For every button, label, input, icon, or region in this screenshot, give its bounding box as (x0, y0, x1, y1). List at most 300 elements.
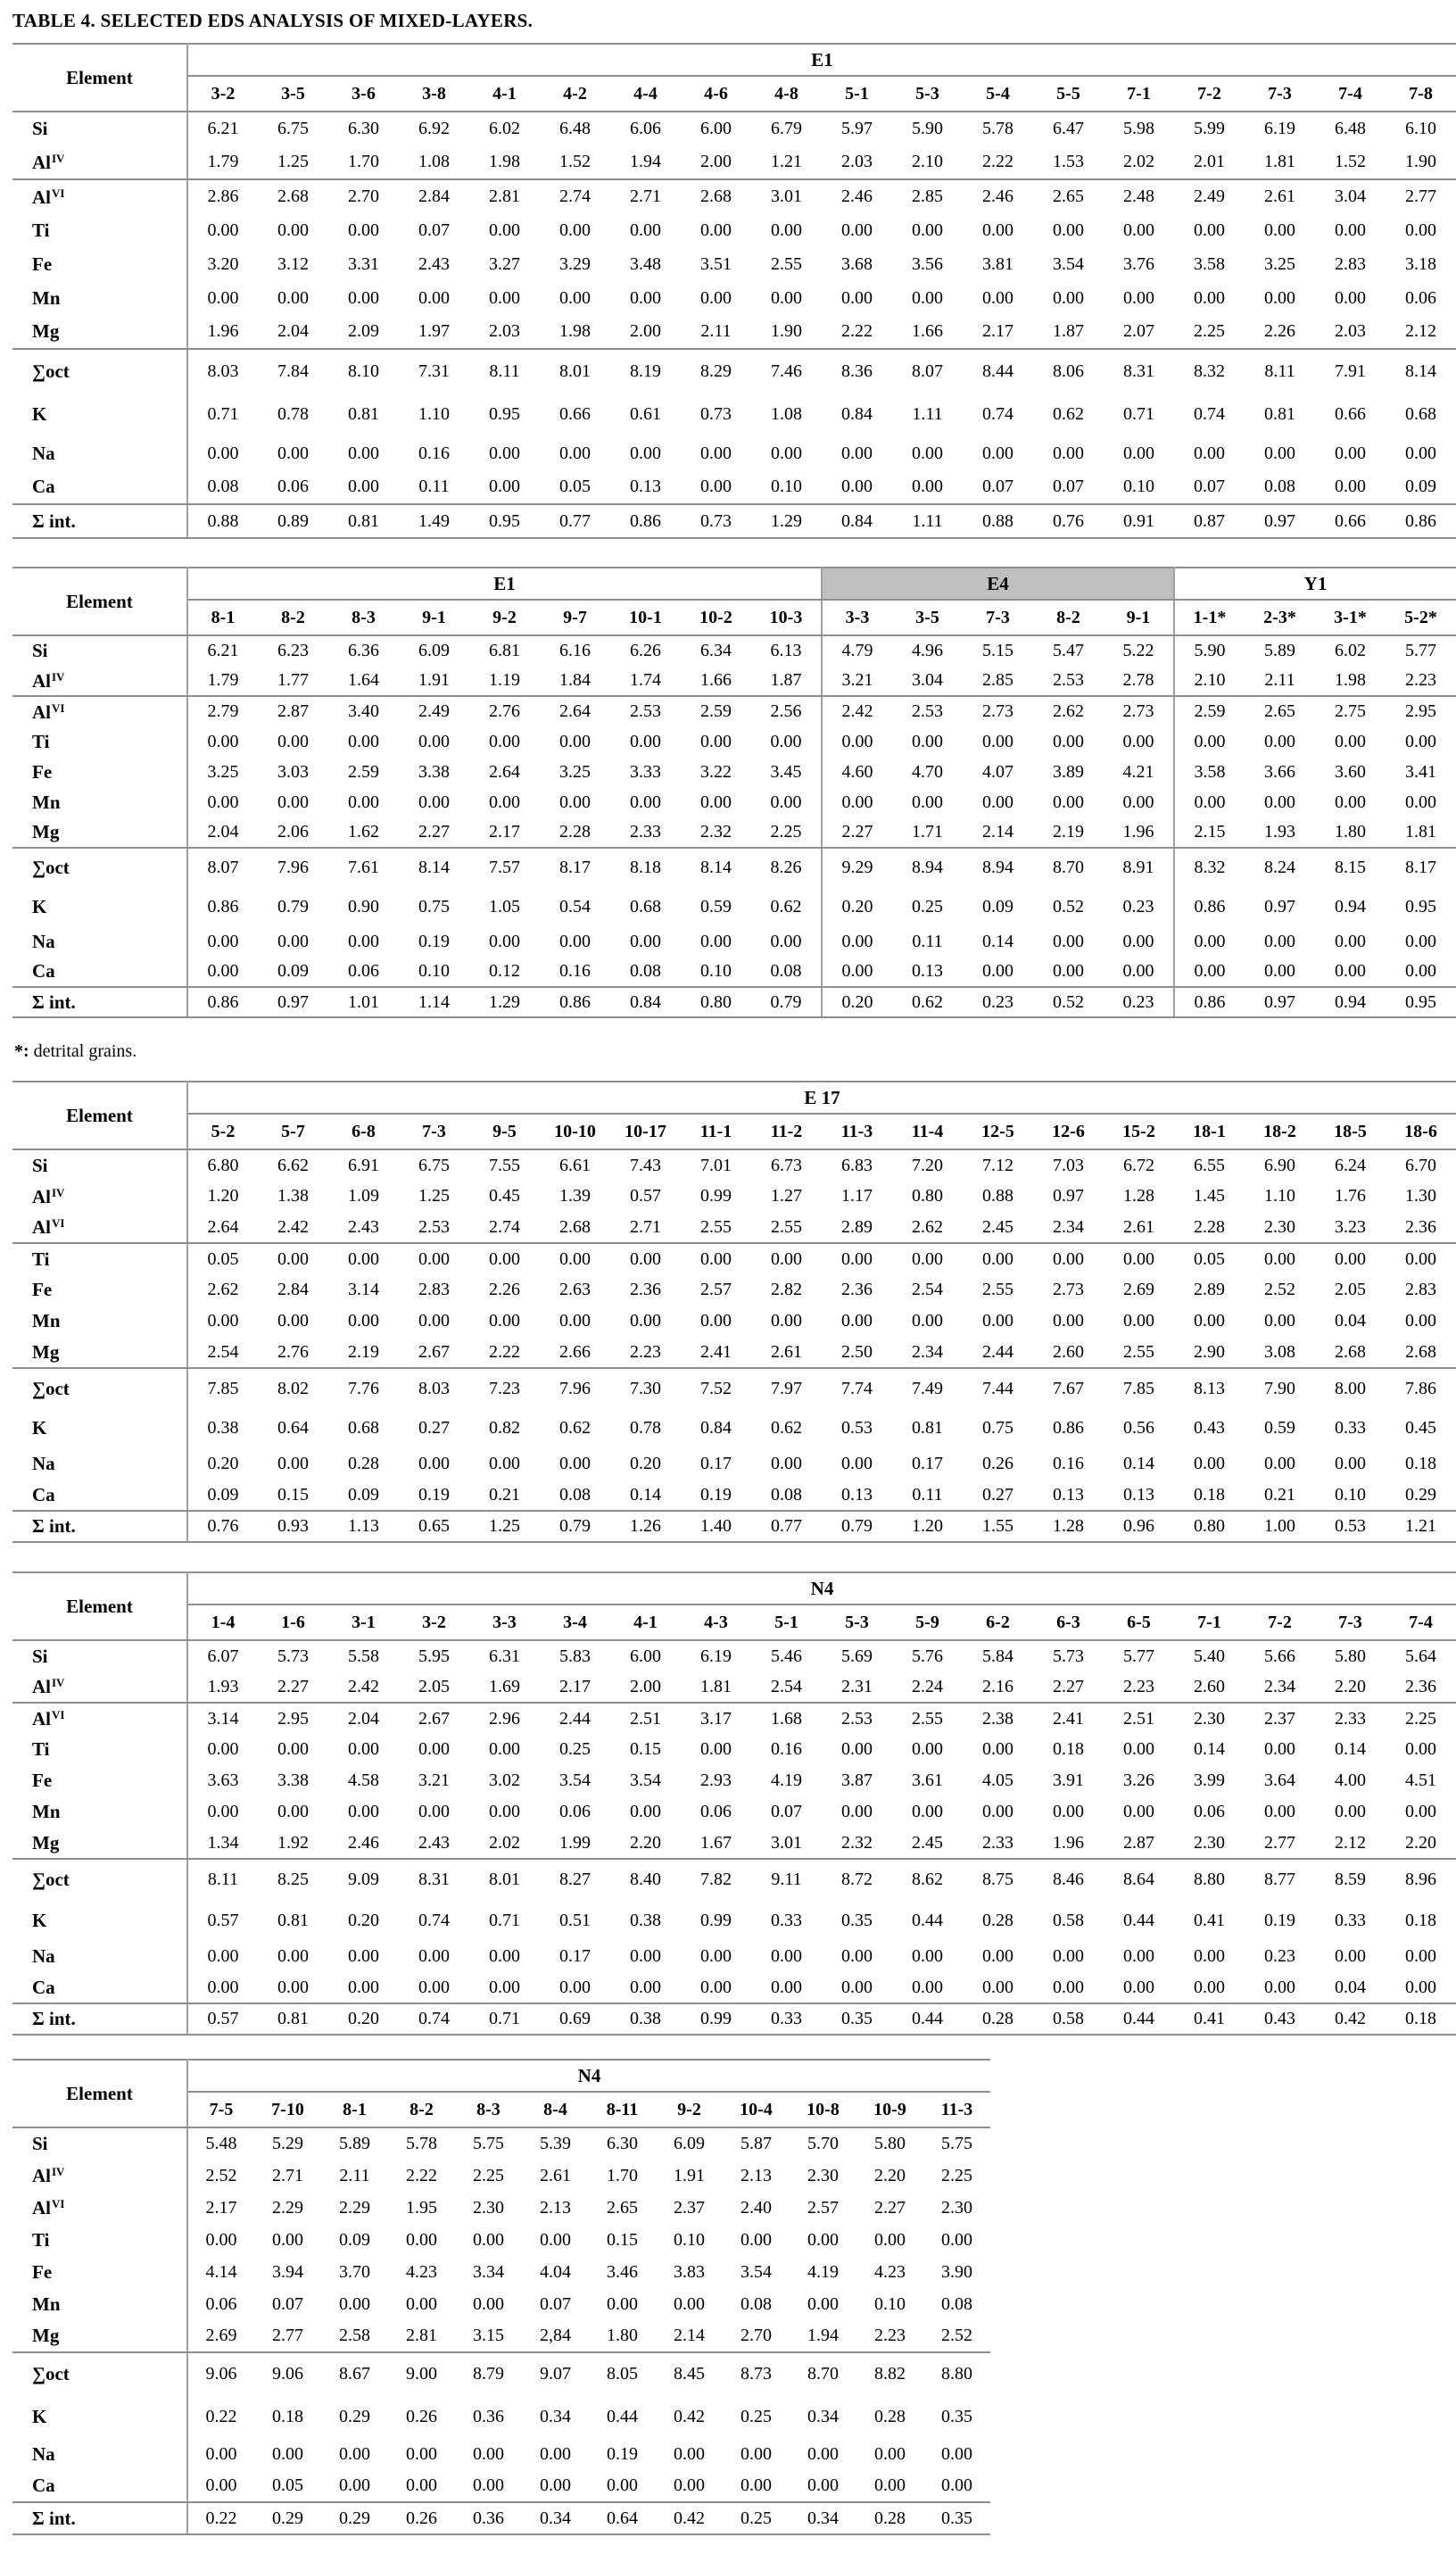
group-header-y1: Y1 (1174, 568, 1456, 600)
value-cell: 2.33 (963, 1828, 1033, 1859)
value-cell: 0.94 (1335, 896, 1366, 916)
value-cell: 1.52 (540, 145, 610, 179)
row-label: Fe (12, 247, 187, 281)
value-cell: 0.99 (681, 2003, 751, 2035)
value-cell: 0.00 (841, 1248, 873, 1269)
value-cell: 8.77 (1264, 1870, 1295, 1889)
value-cell: 2.14 (963, 817, 1033, 848)
value-cell: 0.00 (187, 1972, 258, 2003)
value-cell: 0.99 (700, 1186, 732, 1206)
value-cell: 5.73 (277, 1646, 309, 1666)
value-cell: 0.00 (1123, 1802, 1154, 1821)
value-cell: 2.04 (258, 315, 328, 349)
value-cell: 0.07 (1033, 470, 1104, 504)
value-cell: 5.75 (941, 2134, 972, 2153)
element-column-header: Element (12, 44, 187, 112)
value-cell: 7.84 (277, 361, 309, 381)
value-cell: 1.20 (207, 1186, 239, 1206)
value-cell: 0.52 (1053, 896, 1084, 916)
row-label: Mg (12, 1337, 187, 1368)
value-cell: 0.00 (1335, 1248, 1366, 1269)
value-cell: 2.06 (258, 817, 328, 848)
value-cell: 0.00 (841, 443, 873, 463)
value-cell: 0.10 (674, 2229, 705, 2250)
value-cell: 0.00 (418, 1454, 450, 1473)
value-cell: 0.00 (1335, 220, 1366, 240)
value-cell: 2.46 (841, 187, 873, 206)
value-cell: 2.17 (205, 2197, 237, 2218)
value-cell: 6.19 (700, 1646, 732, 1666)
value-cell: 0.25 (740, 2406, 772, 2426)
value-cell: 0.00 (740, 2443, 772, 2464)
value-cell: 2.56 (770, 701, 802, 721)
value-cell: 0.71 (469, 2003, 540, 2035)
value-cell: 2.22 (963, 145, 1033, 179)
value-cell: 0.07 (540, 2293, 571, 2314)
sample-column-header: 4-4 (610, 76, 681, 112)
sample-column-header: 9-2 (656, 2092, 723, 2127)
value-cell: 0.00 (258, 1972, 328, 2003)
row-label: $Al^{VI}$ (12, 179, 187, 213)
value-cell: 0.00 (1264, 931, 1295, 951)
row-label: ∑oct (12, 1859, 187, 1900)
value-cell: 0.52 (1033, 987, 1104, 1017)
value-cell: 0.13 (822, 1480, 892, 1511)
value-cell: 0.66 (1315, 504, 1386, 538)
value-cell: 2.86 (207, 187, 239, 206)
sample-column-header: 8-2 (1033, 600, 1104, 635)
value-cell: 0.00 (807, 2443, 839, 2464)
value-cell: 0.00 (207, 931, 239, 951)
value-cell: 3.94 (272, 2261, 303, 2282)
value-cell: 0.88 (982, 1186, 1013, 1206)
value-cell: 0.26 (406, 2406, 437, 2426)
value-cell: 1.93 (1245, 817, 1315, 848)
value-cell: 0.00 (1033, 957, 1104, 987)
value-cell: 0.95 (489, 404, 520, 424)
value-cell: 1.81 (1245, 145, 1315, 179)
value-cell: 0.93 (258, 1511, 328, 1542)
value-cell: 2.02 (1104, 145, 1174, 179)
value-cell: 0.00 (589, 2470, 656, 2502)
value-cell: 0.07 (418, 220, 450, 240)
value-cell: 6.34 (700, 641, 732, 660)
value-cell: 0.18 (1174, 1480, 1245, 1511)
table-row (12, 1480, 1456, 1511)
value-cell: 0.86 (540, 987, 610, 1017)
value-cell: 2.42 (328, 1671, 399, 1703)
value-cell: 1.79 (187, 145, 258, 179)
value-cell: 0.00 (770, 792, 802, 812)
value-cell: 0.00 (700, 443, 732, 463)
value-cell: 0.00 (1122, 731, 1154, 751)
value-cell: 0.00 (982, 731, 1013, 751)
value-cell: 8.13 (1194, 1378, 1225, 1398)
value-cell: 0.00 (1053, 287, 1084, 308)
value-cell: 8.14 (700, 858, 732, 877)
value-cell: 0.00 (418, 1802, 450, 1821)
value-cell: 8.00 (1335, 1378, 1366, 1398)
value-cell: 8.27 (559, 1870, 591, 1889)
value-cell: 0.00 (559, 1454, 591, 1473)
value-cell: 6.19 (1264, 119, 1295, 138)
value-cell: 0.00 (1264, 792, 1295, 812)
value-cell: 0.00 (489, 287, 520, 308)
value-cell: 0.00 (277, 220, 309, 240)
value-cell: 2.74 (559, 187, 591, 206)
value-cell: 0.97 (1053, 1186, 1084, 1206)
value-cell: 0.00 (473, 2293, 504, 2314)
value-cell: 3.23 (1315, 1212, 1386, 1243)
value-cell: 7.23 (489, 1378, 520, 1398)
sample-column-header: 3-5 (258, 76, 328, 112)
value-cell: 0.00 (700, 1739, 732, 1759)
value-cell: 0.00 (771, 1248, 802, 1269)
table-row (12, 1149, 1456, 1181)
value-cell: 0.00 (1405, 220, 1436, 240)
value-cell: 1.40 (681, 1511, 751, 1542)
value-cell: 2.00 (610, 1671, 681, 1703)
value-cell: 6.61 (559, 1155, 591, 1175)
value-cell: 1.96 (187, 315, 258, 349)
value-cell: 2.10 (892, 145, 963, 179)
value-cell: 0.00 (723, 2470, 790, 2502)
row-label: Ca (12, 1972, 187, 2003)
value-cell: 0.00 (892, 470, 963, 504)
value-cell: 0.13 (610, 470, 681, 504)
value-cell: 0.00 (1123, 1248, 1154, 1269)
value-cell: 0.00 (1104, 1972, 1174, 2003)
footnote (14, 1040, 1456, 1063)
value-cell: 1.87 (1033, 315, 1104, 349)
value-cell: 0.00 (1264, 1739, 1295, 1759)
value-cell: 6.91 (348, 1155, 379, 1175)
value-cell: 0.09 (258, 957, 328, 987)
value-cell: 4.14 (205, 2261, 237, 2282)
value-cell: 0.14 (1335, 1739, 1366, 1759)
value-cell: 0.00 (455, 2470, 522, 2502)
value-cell: 1.62 (328, 817, 399, 848)
value-cell: 0.00 (1122, 792, 1154, 812)
value-cell: 6.92 (418, 119, 450, 138)
value-cell: 9.06 (205, 2364, 237, 2384)
value-cell: 2.22 (822, 315, 892, 349)
value-cell: 5.70 (807, 2134, 839, 2153)
value-cell: 2.55 (751, 1212, 822, 1243)
value-cell: 2.26 (489, 1280, 520, 1299)
sample-column-header: 3-4 (540, 1605, 610, 1640)
value-cell: 0.57 (207, 1910, 239, 1930)
value-cell: 0.29 (321, 2502, 388, 2534)
value-cell: 0.05 (254, 2470, 321, 2502)
value-cell: 2.29 (339, 2197, 370, 2218)
value-cell: 0.54 (559, 896, 591, 916)
value-cell: 0.84 (822, 504, 892, 538)
value-cell: 0.00 (1315, 957, 1386, 987)
value-cell: 0.74 (1194, 404, 1225, 424)
value-cell: 8.18 (630, 858, 661, 877)
value-cell: 2.68 (277, 187, 309, 206)
value-cell: 8.79 (473, 2364, 504, 2384)
value-cell: 0.06 (559, 1802, 591, 1821)
value-cell: 0.13 (892, 957, 963, 987)
value-cell: 0.00 (892, 1972, 963, 2003)
value-cell: 2.71 (272, 2165, 303, 2185)
value-cell: 7.67 (1053, 1378, 1084, 1398)
value-cell: 2.66 (540, 1337, 610, 1368)
value-cell: 0.86 (1174, 887, 1245, 926)
value-cell: 0.00 (1053, 1946, 1084, 1966)
value-cell: 1.27 (771, 1186, 802, 1206)
value-cell: 8.14 (1405, 361, 1436, 381)
value-cell: 0.00 (1335, 931, 1366, 951)
value-cell: 4.07 (982, 761, 1013, 782)
row-label: Σ int. (12, 504, 187, 538)
value-cell: 0.00 (1123, 443, 1154, 463)
value-cell: 8.26 (770, 858, 802, 877)
value-cell: 0.86 (1174, 987, 1245, 1017)
value-cell: 0.00 (207, 792, 239, 812)
value-cell: 0.00 (489, 1454, 520, 1473)
value-cell: 0.14 (1123, 1454, 1154, 1473)
value-cell: 0.00 (348, 1248, 379, 1269)
value-cell: 2.20 (610, 1828, 681, 1859)
value-cell: 2.55 (771, 253, 802, 274)
value-cell: 0.78 (630, 1418, 661, 1438)
value-cell: 0.00 (912, 443, 943, 463)
value-cell: 0.20 (822, 987, 892, 1017)
value-cell: 0.91 (1104, 504, 1174, 538)
value-cell: 8.19 (630, 361, 661, 381)
element-column-header: Element (12, 1082, 187, 1149)
value-cell: 1.99 (540, 1828, 610, 1859)
value-cell: 0.00 (348, 931, 379, 951)
sample-column-header: 8-4 (522, 2092, 589, 2127)
value-cell: 2.20 (1315, 1671, 1386, 1703)
value-cell: 0.00 (489, 731, 520, 751)
value-cell: 2.25 (1174, 315, 1245, 349)
value-cell: 0.44 (607, 2406, 638, 2426)
sample-column-header: 18-5 (1315, 1114, 1386, 1149)
value-cell: 0.00 (207, 1946, 239, 1966)
row-label: Mn (12, 2288, 187, 2320)
value-cell: 0.00 (522, 2470, 589, 2502)
value-cell: 0.00 (700, 1311, 732, 1331)
value-cell: 0.19 (1264, 1910, 1295, 1930)
value-cell: 6.73 (771, 1155, 802, 1175)
value-cell: 1.49 (399, 504, 469, 538)
value-cell: 0.00 (489, 1311, 520, 1331)
value-cell: 4.60 (822, 757, 892, 787)
value-cell: 2.25 (941, 2165, 972, 2185)
value-cell: 3.04 (1335, 187, 1366, 206)
sample-column-header: 5-2 (187, 1114, 258, 1149)
value-cell: 2.61 (540, 2165, 571, 2185)
sample-column-header: 3-1 (328, 1605, 399, 1640)
value-cell: 0.00 (1174, 1972, 1245, 2003)
value-cell: 3.46 (607, 2261, 638, 2282)
value-cell: 1.39 (559, 1186, 591, 1206)
value-cell: 2.51 (1123, 1708, 1154, 1729)
table-row (12, 281, 1456, 315)
value-cell: 8.02 (277, 1378, 309, 1398)
value-cell: 0.28 (874, 2406, 906, 2426)
value-cell: 0.81 (348, 404, 379, 424)
value-cell: 0.00 (912, 1248, 943, 1269)
table-row (12, 179, 1456, 213)
value-cell: 0.09 (982, 896, 1013, 916)
value-cell: 3.03 (277, 761, 309, 782)
value-cell: 0.00 (272, 2229, 303, 2250)
row-label: Na (12, 926, 187, 957)
value-cell: 7.85 (1123, 1378, 1154, 1398)
value-cell: 0.00 (912, 731, 943, 751)
value-cell: 1.67 (681, 1828, 751, 1859)
value-cell: 2.17 (540, 1671, 610, 1703)
value-cell: 0.00 (630, 1946, 661, 1966)
table-row (12, 2502, 990, 2534)
value-cell: 7.97 (771, 1378, 802, 1398)
value-cell: 0.34 (807, 2406, 839, 2426)
value-cell: 0.00 (630, 1802, 661, 1821)
sample-column-header: 3-3 (822, 600, 892, 635)
row-label: Mg (12, 2320, 187, 2352)
value-cell: 2.30 (941, 2197, 972, 2218)
value-cell: 0.00 (771, 287, 802, 308)
value-cell: 0.82 (489, 1418, 520, 1438)
sample-column-header: 5-4 (963, 76, 1033, 112)
value-cell: 0.00 (1245, 957, 1315, 987)
value-cell: 0.00 (348, 1739, 379, 1759)
table-row (12, 145, 1456, 179)
value-cell: 0.00 (1405, 792, 1436, 812)
value-cell: 4.70 (912, 761, 943, 782)
row-label: Fe (12, 757, 187, 787)
value-cell: 1.30 (1405, 1186, 1436, 1206)
value-cell: 2.34 (892, 1337, 963, 1368)
value-cell: 1.94 (790, 2320, 856, 2352)
value-cell: 0.00 (277, 1739, 309, 1759)
sample-column-header: 5-3 (892, 76, 963, 112)
value-cell: 3.41 (1405, 761, 1436, 782)
value-cell: 2.14 (656, 2320, 723, 2352)
value-cell: 7.96 (559, 1378, 591, 1398)
eds-table-e17-container (0, 1081, 1456, 1543)
row-label: $Al^{IV}$ (12, 666, 187, 696)
value-cell: 0.78 (277, 404, 309, 424)
value-cell: 8.67 (339, 2364, 370, 2384)
value-cell: 5.77 (1405, 641, 1436, 660)
value-cell: 1.08 (771, 404, 802, 424)
value-cell: 0.38 (207, 1418, 239, 1438)
value-cell: 1.68 (771, 1708, 802, 1729)
value-cell: 5.84 (982, 1646, 1013, 1666)
value-cell: 0.97 (1245, 504, 1315, 538)
value-cell: 0.36 (455, 2502, 522, 2534)
value-cell: 0.89 (258, 504, 328, 538)
value-cell: 6.47 (1053, 119, 1084, 138)
document-page (0, 9, 1456, 2535)
value-cell: 9.11 (771, 1870, 802, 1889)
value-cell: 6.55 (1194, 1155, 1225, 1175)
value-cell: 0.00 (1033, 1972, 1104, 2003)
value-cell: 2.42 (822, 696, 892, 726)
sample-column-header: 7-1 (1174, 1605, 1245, 1640)
value-cell: 0.00 (277, 443, 309, 463)
row-label: Si (12, 635, 187, 666)
value-cell: 1.98 (540, 315, 610, 349)
value-cell: 3.38 (277, 1770, 309, 1790)
value-cell: 0.11 (892, 1480, 963, 1511)
value-cell: 0.34 (522, 2502, 589, 2534)
value-cell: 5.48 (205, 2134, 237, 2153)
value-cell: 6.90 (1264, 1155, 1295, 1175)
value-cell: 2.12 (1315, 1828, 1386, 1859)
value-cell: 2.78 (1104, 666, 1174, 696)
sample-column-header: 11-2 (751, 1114, 822, 1149)
value-cell: 5.58 (348, 1646, 379, 1666)
value-cell: 0.77 (751, 1511, 822, 1542)
table-row (12, 926, 1456, 957)
value-cell: 0.10 (874, 2293, 906, 2314)
value-cell: 3.25 (1264, 253, 1295, 274)
value-cell: 6.62 (277, 1155, 309, 1175)
value-cell: 5.73 (1053, 1646, 1084, 1666)
eds-table-5 (12, 2059, 990, 2535)
sample-column-header: 10-17 (610, 1114, 681, 1149)
value-cell: 0.00 (1245, 1972, 1315, 2003)
value-cell: 0.00 (700, 1248, 732, 1269)
value-cell: 0.21 (469, 1480, 540, 1511)
value-cell: 2.17 (469, 817, 540, 848)
value-cell: 0.35 (822, 2003, 892, 2035)
value-cell: 2.05 (1335, 1280, 1366, 1299)
row-label: Si (12, 2127, 187, 2160)
value-cell: 7.30 (630, 1378, 661, 1398)
row-label: Mg (12, 817, 187, 848)
value-cell: 8.44 (982, 361, 1013, 381)
value-cell: 0.00 (1335, 1802, 1366, 1821)
value-cell: 0.00 (559, 1311, 591, 1331)
value-cell: 8.10 (348, 361, 379, 381)
value-cell: 2.20 (874, 2165, 906, 2185)
value-cell: 0.00 (1315, 470, 1386, 504)
value-cell: 0.12 (469, 957, 540, 987)
value-cell: 2.44 (963, 1337, 1033, 1368)
value-cell: 0.00 (418, 792, 450, 812)
value-cell: 0.00 (912, 220, 943, 240)
value-cell: 1.90 (1386, 145, 1456, 179)
group-header-e1: E1 (187, 568, 822, 600)
value-cell: 0.00 (807, 2293, 839, 2314)
value-cell: 1.19 (469, 666, 540, 696)
value-cell: 0.00 (207, 1739, 239, 1759)
row-label: Fe (12, 1274, 187, 1306)
value-cell: 0.29 (1386, 1480, 1456, 1511)
value-cell: 0.00 (874, 2443, 906, 2464)
value-cell: 8.32 (1194, 361, 1225, 381)
value-cell: 2.24 (892, 1671, 963, 1703)
value-cell: 0.00 (1264, 287, 1295, 308)
value-cell: 0.00 (1264, 1802, 1295, 1821)
value-cell: 0.00 (418, 1248, 450, 1269)
value-cell: 8.73 (740, 2364, 772, 2384)
value-cell: 2.53 (399, 1212, 469, 1243)
value-cell: 2.27 (822, 817, 892, 848)
value-cell: 0.29 (254, 2502, 321, 2534)
value-cell: 2.81 (489, 187, 520, 206)
value-cell: 2.84 (277, 1280, 309, 1299)
